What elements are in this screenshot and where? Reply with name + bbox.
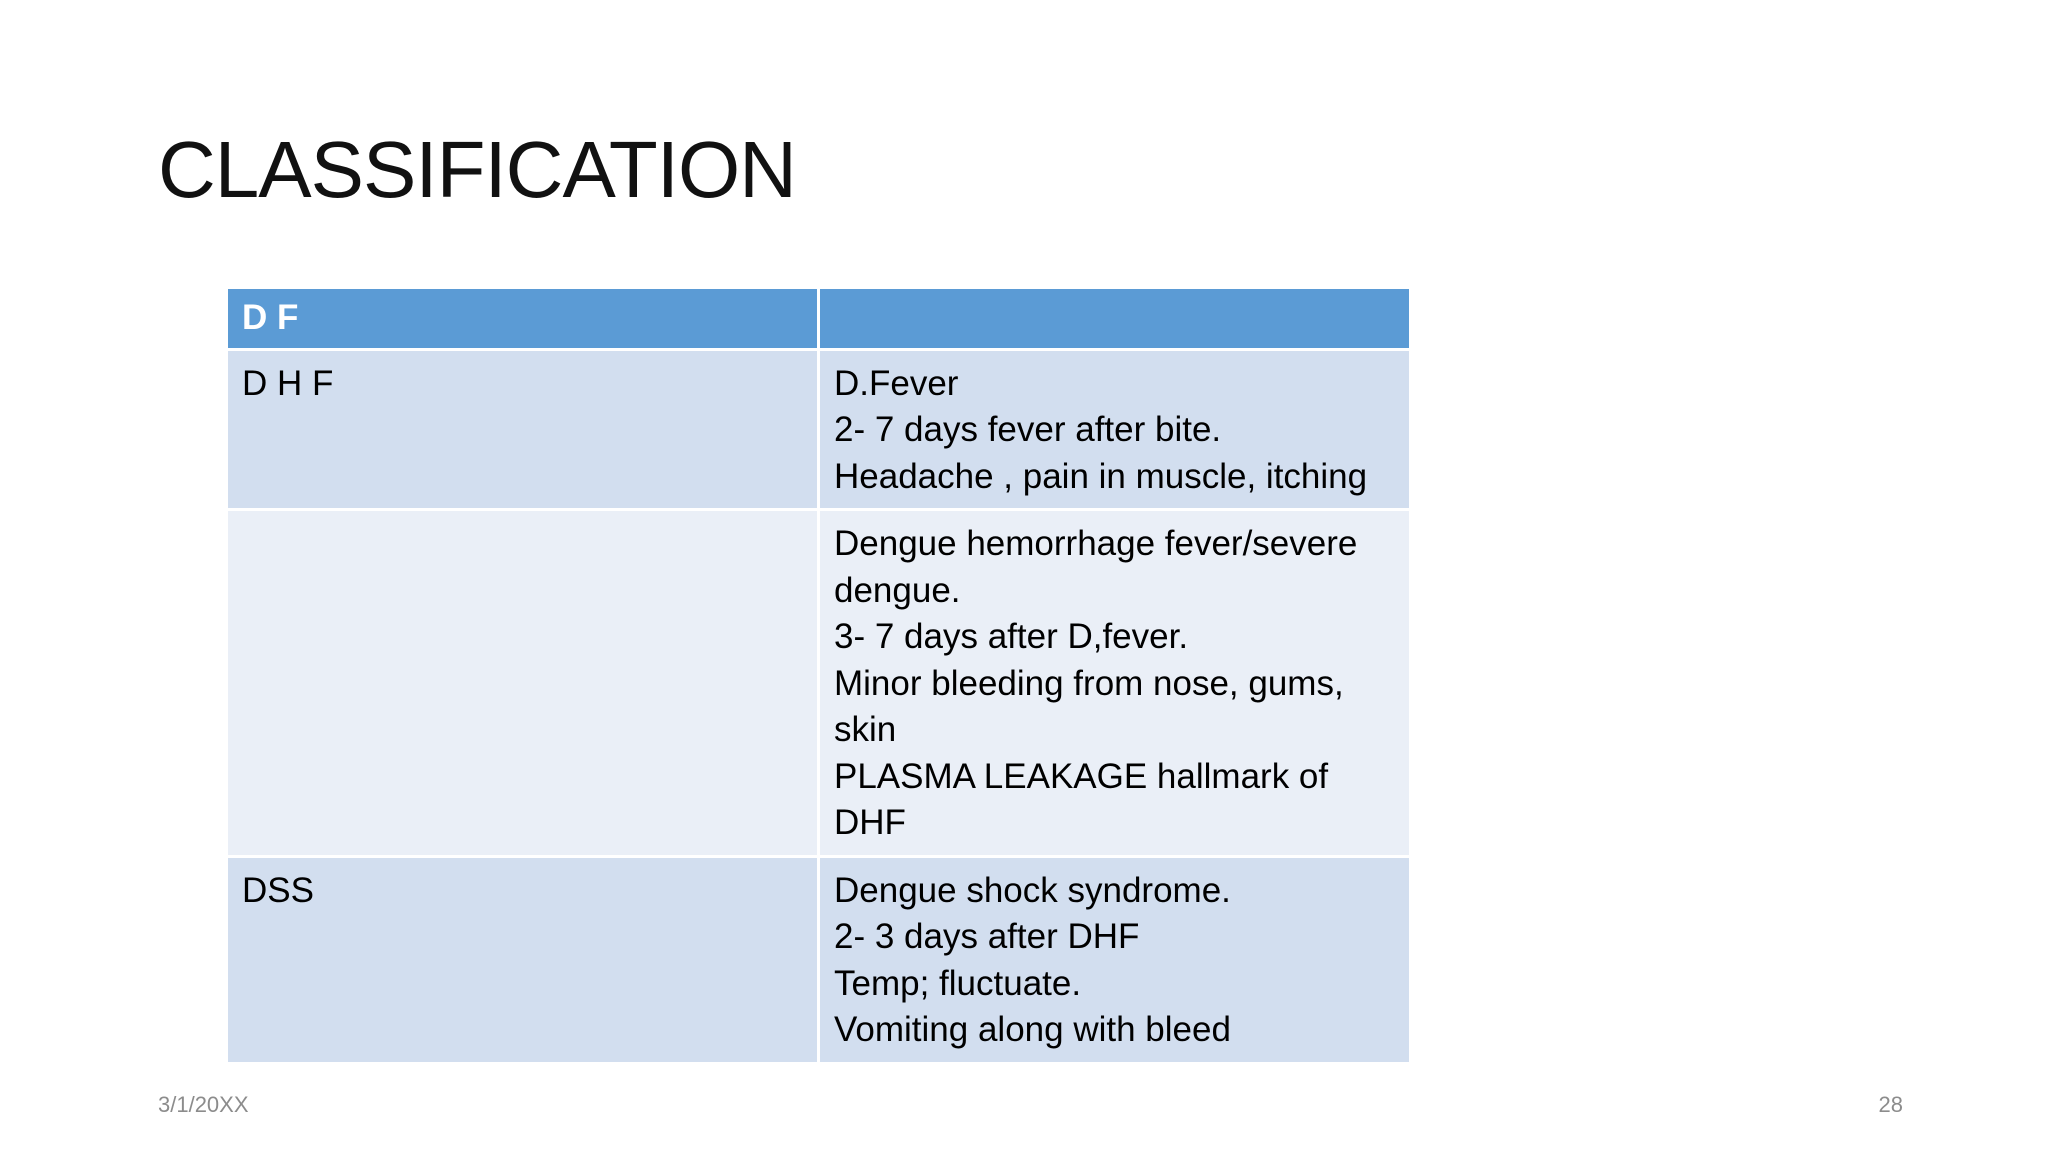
table-header-row — [227, 288, 1411, 350]
description-line: Dengue shock syndrome. — [834, 870, 1231, 910]
description-line: Minor bleeding from nose, gums, skin — [834, 663, 1344, 749]
table-header-cell — [819, 288, 1411, 350]
table-row — [227, 349, 1411, 510]
table-row — [227, 510, 1411, 857]
table-cell-label: DSS — [227, 856, 819, 1063]
classification-table — [225, 286, 1412, 1065]
description-line: 3- 7 days after D,fever. — [834, 617, 1189, 656]
table-row — [227, 856, 1411, 1063]
description-line: Dengue hemorrhage fever/severe dengue. — [834, 524, 1358, 610]
table-header-cell: D F — [227, 288, 819, 350]
footer-date: 3/1/20XX — [158, 1092, 249, 1117]
table-cell-label: D H F — [227, 349, 819, 510]
description-line: Headache , pain in muscle, itching — [834, 456, 1368, 496]
description-line: 2- 7 days fever after bite. — [834, 410, 1222, 449]
description-line: PLASMA LEAKAGE hallmark of DHF — [834, 756, 1329, 842]
table-cell-label — [227, 510, 819, 857]
table-cell-description — [819, 856, 1411, 1063]
description-line: 2- 3 days after DHF — [834, 917, 1140, 956]
description-line: D.Fever — [834, 363, 959, 403]
footer-page-number: 28 — [1878, 1092, 1903, 1117]
slide-title: CLASSIFICATION — [158, 125, 796, 214]
description-line: Vomiting along with bleed — [834, 1010, 1231, 1049]
table-cell-description — [819, 349, 1411, 510]
table-cell-description — [819, 510, 1411, 857]
description-line: Temp; fluctuate. — [834, 963, 1082, 1003]
